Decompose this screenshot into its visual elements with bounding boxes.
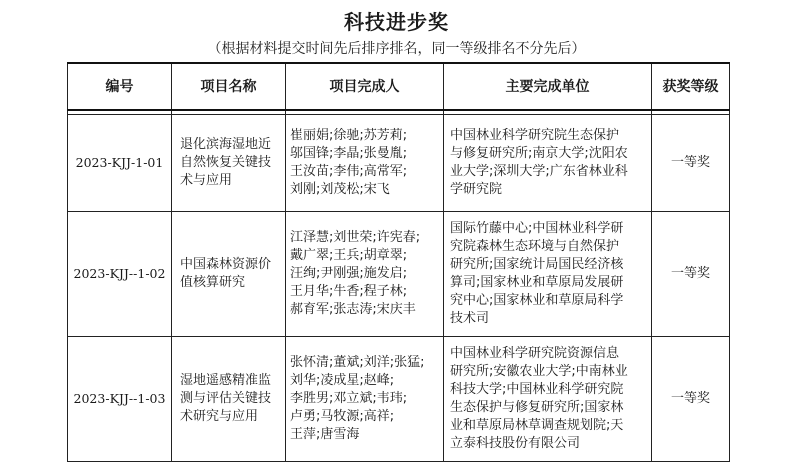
people-line: 邬国锋;李晶;张曼胤; bbox=[290, 146, 408, 161]
units-line: 业和草原局林草调查规划院;天 bbox=[450, 418, 624, 433]
name-line: 退化滨海湿地近 bbox=[180, 137, 272, 152]
cell-level: 一等奖 bbox=[652, 115, 730, 212]
table-row bbox=[68, 212, 730, 337]
name-line: 湿地遥感精准监 bbox=[180, 373, 272, 388]
units-line: 算司;国家林业和草原局发展研 bbox=[450, 275, 624, 290]
table-header-row bbox=[68, 63, 730, 110]
people-line: 刘刚;刘茂松;宋飞 bbox=[290, 182, 390, 197]
people-line: 李胜男;邓立斌;韦玮; bbox=[290, 391, 408, 406]
people-line: 王萍;唐雪海 bbox=[290, 427, 360, 442]
cell-project-name bbox=[172, 212, 286, 337]
header-code: 编号 bbox=[68, 63, 172, 110]
cell-level: 一等奖 bbox=[652, 212, 730, 337]
units-line: 中国林业科学研究院生态保护 bbox=[450, 128, 620, 143]
units-line: 究院森林生态环境与自然保护 bbox=[450, 239, 620, 254]
units-line: 立泰科技股份有限公司 bbox=[450, 436, 581, 451]
people-line: 汪绚;尹刚强;施发启; bbox=[290, 266, 408, 281]
page-subtitle: （根据材料提交时间先后排序排名，同一等级排名不分先后） bbox=[207, 41, 586, 57]
units-line: 业大学;深圳大学;广东省林业科 bbox=[450, 164, 628, 179]
people-line: 戴广翠;王兵;胡章翠; bbox=[290, 248, 408, 263]
cell-units bbox=[444, 212, 652, 337]
page-title: 科技进步奖 bbox=[344, 10, 449, 34]
cell-units bbox=[444, 337, 652, 462]
table-row bbox=[68, 115, 730, 212]
cell-code: 2023-KJJ--1-02 bbox=[68, 212, 172, 337]
table-row bbox=[68, 337, 730, 462]
people-line: 王月华;牛香;程子林; bbox=[290, 284, 408, 299]
people-line: 卢勇;马牧源;高祥; bbox=[290, 409, 395, 424]
name-line: 术研究与应用 bbox=[180, 409, 259, 424]
cell-people bbox=[286, 337, 444, 462]
header-units: 主要完成单位 bbox=[444, 63, 652, 110]
people-line: 张怀清;董斌;刘洋;张猛; bbox=[290, 355, 425, 370]
cell-code: 2023-KJJ--1-03 bbox=[68, 337, 172, 462]
cell-project-name bbox=[172, 115, 286, 212]
units-line: 科技大学;中国林业科学研究院 bbox=[450, 382, 624, 397]
name-line: 值核算研究 bbox=[180, 275, 246, 290]
units-line: 技术司 bbox=[450, 311, 490, 326]
header-project-name: 项目名称 bbox=[172, 63, 286, 110]
cell-people bbox=[286, 212, 444, 337]
people-line: 王汝苗;李伟;高常军; bbox=[290, 164, 408, 179]
cell-units bbox=[444, 115, 652, 212]
cell-people bbox=[286, 115, 444, 212]
cell-level: 一等奖 bbox=[652, 337, 730, 462]
units-line: 与修复研究所;南京大学;沈阳农 bbox=[450, 146, 628, 161]
name-line: 自然恢复关键技 bbox=[180, 155, 272, 170]
people-line: 郝育军;张志涛;宋庆丰 bbox=[290, 302, 416, 317]
award-table bbox=[67, 62, 730, 462]
name-line: 测与评估关键技 bbox=[180, 391, 272, 406]
name-line: 术与应用 bbox=[180, 173, 233, 188]
units-line: 生态保护与修复研究所;国家林 bbox=[450, 400, 624, 415]
units-line: 研究所;国家统计局国民经济核 bbox=[450, 257, 624, 272]
people-line: 崔丽娟;徐驰;苏芳莉; bbox=[290, 128, 408, 143]
units-line: 研究所;安徽农业大学;中南林业 bbox=[450, 364, 628, 379]
header-people: 项目完成人 bbox=[286, 63, 444, 110]
header-level: 获奖等级 bbox=[652, 63, 730, 110]
cell-code: 2023-KJJ-1-01 bbox=[68, 115, 172, 212]
people-line: 刘华;凌成星;赵峰; bbox=[290, 373, 395, 388]
name-line: 中国森林资源价 bbox=[180, 257, 272, 272]
units-line: 学研究院 bbox=[450, 182, 503, 197]
units-line: 国际竹藤中心;中国林业科学研 bbox=[450, 221, 624, 236]
units-line: 中国林业科学研究院资源信息 bbox=[450, 346, 620, 361]
people-line: 江泽慧;刘世荣;许宪春; bbox=[290, 230, 421, 245]
cell-project-name bbox=[172, 337, 286, 462]
units-line: 究中心;国家林业和草原局科学 bbox=[450, 293, 624, 308]
